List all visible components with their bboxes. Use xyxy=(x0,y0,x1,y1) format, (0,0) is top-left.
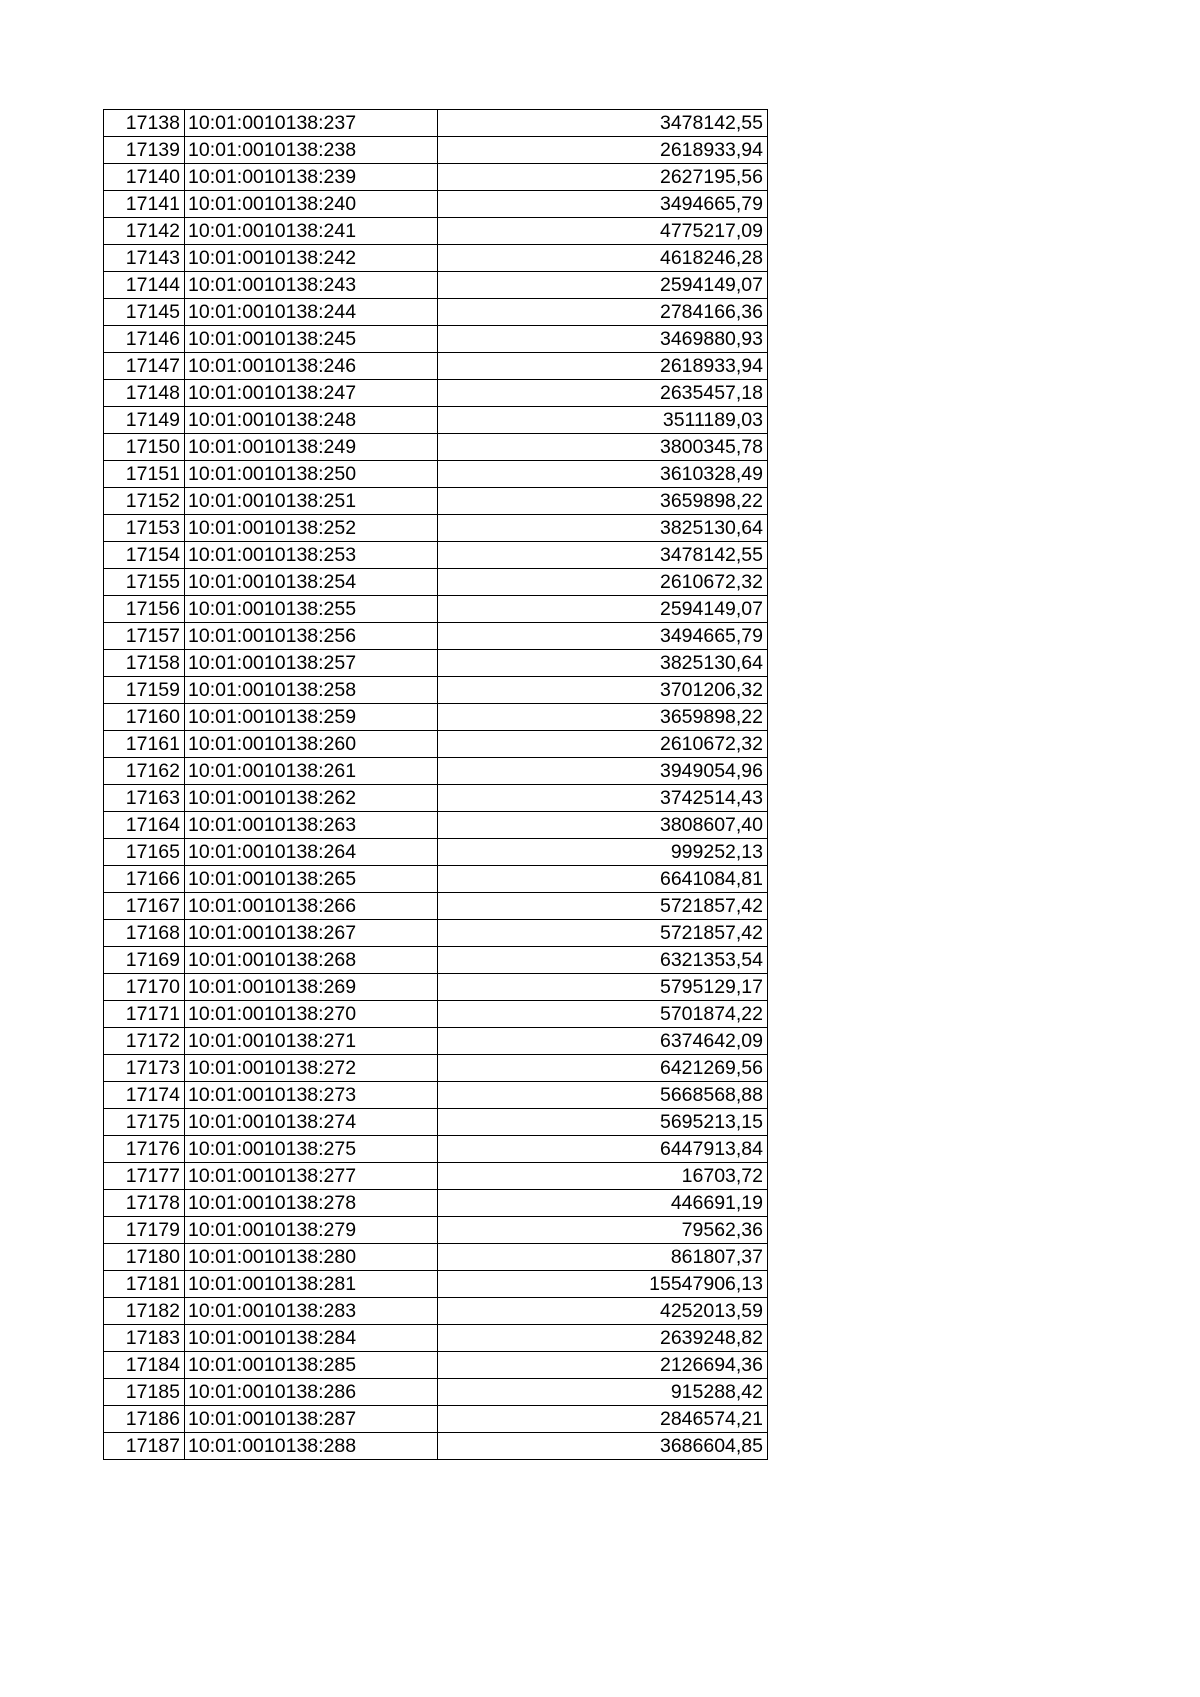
cadastral-value: 6374642,09 xyxy=(438,1028,768,1055)
table-row xyxy=(104,785,768,812)
row-number: 17166 xyxy=(104,866,185,893)
row-number: 17178 xyxy=(104,1190,185,1217)
row-number: 17140 xyxy=(104,164,185,191)
cadastral-number: 10:01:0010138:269 xyxy=(185,974,438,1001)
row-number: 17145 xyxy=(104,299,185,326)
cadastral-number: 10:01:0010138:272 xyxy=(185,1055,438,1082)
cadastral-value: 6641084,81 xyxy=(438,866,768,893)
table-row xyxy=(104,1109,768,1136)
cadastral-number: 10:01:0010138:281 xyxy=(185,1271,438,1298)
cadastral-value: 4775217,09 xyxy=(438,218,768,245)
cadastral-value: 3800345,78 xyxy=(438,434,768,461)
table-row xyxy=(104,164,768,191)
cadastral-number: 10:01:0010138:253 xyxy=(185,542,438,569)
row-number: 17186 xyxy=(104,1406,185,1433)
table-row xyxy=(104,488,768,515)
cadastral-number: 10:01:0010138:284 xyxy=(185,1325,438,1352)
row-number: 17161 xyxy=(104,731,185,758)
cadastral-value: 2594149,07 xyxy=(438,272,768,299)
cadastral-value: 3478142,55 xyxy=(438,542,768,569)
table-row xyxy=(104,569,768,596)
cadastral-value: 3825130,64 xyxy=(438,515,768,542)
cadastral-number: 10:01:0010138:242 xyxy=(185,245,438,272)
table-row xyxy=(104,245,768,272)
cadastral-value: 2627195,56 xyxy=(438,164,768,191)
table-row xyxy=(104,677,768,704)
table-row xyxy=(104,299,768,326)
table-row xyxy=(104,1001,768,1028)
row-number: 17147 xyxy=(104,353,185,380)
table-row xyxy=(104,515,768,542)
row-number: 17185 xyxy=(104,1379,185,1406)
cadastral-value: 5695213,15 xyxy=(438,1109,768,1136)
table-row xyxy=(104,1271,768,1298)
cadastral-value: 4252013,59 xyxy=(438,1298,768,1325)
cadastral-number: 10:01:0010138:237 xyxy=(185,110,438,137)
cadastral-number: 10:01:0010138:238 xyxy=(185,137,438,164)
row-number: 17165 xyxy=(104,839,185,866)
cadastral-value: 3742514,43 xyxy=(438,785,768,812)
row-number: 17157 xyxy=(104,623,185,650)
cadastral-number: 10:01:0010138:239 xyxy=(185,164,438,191)
cadastral-number: 10:01:0010138:247 xyxy=(185,380,438,407)
cadastral-number: 10:01:0010138:267 xyxy=(185,920,438,947)
table-row xyxy=(104,1163,768,1190)
cadastral-number: 10:01:0010138:257 xyxy=(185,650,438,677)
cadastral-number: 10:01:0010138:275 xyxy=(185,1136,438,1163)
cadastral-value: 999252,13 xyxy=(438,839,768,866)
table-row xyxy=(104,1055,768,1082)
cadastral-number: 10:01:0010138:264 xyxy=(185,839,438,866)
table-row xyxy=(104,812,768,839)
cadastral-number: 10:01:0010138:252 xyxy=(185,515,438,542)
cadastral-number: 10:01:0010138:271 xyxy=(185,1028,438,1055)
cadastral-value: 915288,42 xyxy=(438,1379,768,1406)
cadastral-value: 2639248,82 xyxy=(438,1325,768,1352)
row-number: 17144 xyxy=(104,272,185,299)
table-row xyxy=(104,218,768,245)
data-table xyxy=(103,109,768,1460)
cadastral-value: 2594149,07 xyxy=(438,596,768,623)
row-number: 17170 xyxy=(104,974,185,1001)
table-row xyxy=(104,650,768,677)
row-number: 17153 xyxy=(104,515,185,542)
table-row xyxy=(104,947,768,974)
cadastral-value: 79562,36 xyxy=(438,1217,768,1244)
row-number: 17168 xyxy=(104,920,185,947)
cadastral-number: 10:01:0010138:255 xyxy=(185,596,438,623)
cadastral-value: 3808607,40 xyxy=(438,812,768,839)
cadastral-value: 5721857,42 xyxy=(438,893,768,920)
cadastral-value: 2610672,32 xyxy=(438,731,768,758)
cadastral-number: 10:01:0010138:259 xyxy=(185,704,438,731)
table-row xyxy=(104,704,768,731)
table-row xyxy=(104,1136,768,1163)
row-number: 17152 xyxy=(104,488,185,515)
table-row xyxy=(104,920,768,947)
row-number: 17158 xyxy=(104,650,185,677)
row-number: 17149 xyxy=(104,407,185,434)
row-number: 17182 xyxy=(104,1298,185,1325)
cadastral-value: 3469880,93 xyxy=(438,326,768,353)
cadastral-value: 3825130,64 xyxy=(438,650,768,677)
cadastral-value: 3494665,79 xyxy=(438,623,768,650)
cadastral-number: 10:01:0010138:245 xyxy=(185,326,438,353)
cadastral-number: 10:01:0010138:283 xyxy=(185,1298,438,1325)
cadastral-value: 6447913,84 xyxy=(438,1136,768,1163)
cadastral-value: 2126694,36 xyxy=(438,1352,768,1379)
cadastral-number: 10:01:0010138:248 xyxy=(185,407,438,434)
table-row xyxy=(104,461,768,488)
cadastral-number: 10:01:0010138:265 xyxy=(185,866,438,893)
table-row xyxy=(104,1433,768,1460)
table-row xyxy=(104,1217,768,1244)
cadastral-value: 6421269,56 xyxy=(438,1055,768,1082)
cadastral-number: 10:01:0010138:273 xyxy=(185,1082,438,1109)
row-number: 17172 xyxy=(104,1028,185,1055)
cadastral-number: 10:01:0010138:268 xyxy=(185,947,438,974)
table-row xyxy=(104,623,768,650)
cadastral-value: 3701206,32 xyxy=(438,677,768,704)
cadastral-value: 861807,37 xyxy=(438,1244,768,1271)
row-number: 17146 xyxy=(104,326,185,353)
row-number: 17175 xyxy=(104,1109,185,1136)
cadastral-number: 10:01:0010138:287 xyxy=(185,1406,438,1433)
row-number: 17174 xyxy=(104,1082,185,1109)
cadastral-value: 3949054,96 xyxy=(438,758,768,785)
row-number: 17180 xyxy=(104,1244,185,1271)
cadastral-number: 10:01:0010138:256 xyxy=(185,623,438,650)
row-number: 17176 xyxy=(104,1136,185,1163)
table-row xyxy=(104,326,768,353)
table-row xyxy=(104,191,768,218)
table-row xyxy=(104,1379,768,1406)
row-number: 17143 xyxy=(104,245,185,272)
cadastral-value: 5668568,88 xyxy=(438,1082,768,1109)
table-row xyxy=(104,1325,768,1352)
cadastral-number: 10:01:0010138:277 xyxy=(185,1163,438,1190)
cadastral-value: 3511189,03 xyxy=(438,407,768,434)
cadastral-value: 5795129,17 xyxy=(438,974,768,1001)
row-number: 17171 xyxy=(104,1001,185,1028)
table-row xyxy=(104,974,768,1001)
cadastral-number: 10:01:0010138:285 xyxy=(185,1352,438,1379)
table-row xyxy=(104,407,768,434)
cadastral-value: 15547906,13 xyxy=(438,1271,768,1298)
cadastral-number: 10:01:0010138:280 xyxy=(185,1244,438,1271)
cadastral-value: 2610672,32 xyxy=(438,569,768,596)
cadastral-number: 10:01:0010138:262 xyxy=(185,785,438,812)
table-row xyxy=(104,839,768,866)
cadastral-value: 4618246,28 xyxy=(438,245,768,272)
table-row xyxy=(104,596,768,623)
row-number: 17148 xyxy=(104,380,185,407)
cadastral-number: 10:01:0010138:288 xyxy=(185,1433,438,1460)
cadastral-number: 10:01:0010138:270 xyxy=(185,1001,438,1028)
table-row xyxy=(104,272,768,299)
row-number: 17142 xyxy=(104,218,185,245)
cadastral-number: 10:01:0010138:260 xyxy=(185,731,438,758)
cadastral-value: 2618933,94 xyxy=(438,353,768,380)
table-body xyxy=(104,110,768,1460)
cadastral-number: 10:01:0010138:266 xyxy=(185,893,438,920)
cadastral-number: 10:01:0010138:286 xyxy=(185,1379,438,1406)
row-number: 17156 xyxy=(104,596,185,623)
table-row xyxy=(104,1244,768,1271)
cadastral-value: 3659898,22 xyxy=(438,488,768,515)
cadastral-value: 3686604,85 xyxy=(438,1433,768,1460)
row-number: 17139 xyxy=(104,137,185,164)
table-row xyxy=(104,866,768,893)
row-number: 17169 xyxy=(104,947,185,974)
table-row xyxy=(104,1298,768,1325)
cadastral-value: 446691,19 xyxy=(438,1190,768,1217)
table-row xyxy=(104,893,768,920)
row-number: 17141 xyxy=(104,191,185,218)
cadastral-number: 10:01:0010138:258 xyxy=(185,677,438,704)
table-row xyxy=(104,110,768,137)
cadastral-value: 5721857,42 xyxy=(438,920,768,947)
table-row xyxy=(104,1082,768,1109)
cadastral-number: 10:01:0010138:240 xyxy=(185,191,438,218)
row-number: 17162 xyxy=(104,758,185,785)
table-row xyxy=(104,542,768,569)
cadastral-number: 10:01:0010138:254 xyxy=(185,569,438,596)
table-row xyxy=(104,353,768,380)
cadastral-value: 6321353,54 xyxy=(438,947,768,974)
row-number: 17155 xyxy=(104,569,185,596)
cadastral-number: 10:01:0010138:250 xyxy=(185,461,438,488)
cadastral-value: 2784166,36 xyxy=(438,299,768,326)
row-number: 17164 xyxy=(104,812,185,839)
table-row xyxy=(104,1352,768,1379)
row-number: 17179 xyxy=(104,1217,185,1244)
row-number: 17187 xyxy=(104,1433,185,1460)
row-number: 17184 xyxy=(104,1352,185,1379)
cadastral-value: 2846574,21 xyxy=(438,1406,768,1433)
table-row xyxy=(104,380,768,407)
row-number: 17177 xyxy=(104,1163,185,1190)
cadastral-value: 3610328,49 xyxy=(438,461,768,488)
cadastral-number: 10:01:0010138:243 xyxy=(185,272,438,299)
cadastral-value: 3478142,55 xyxy=(438,110,768,137)
cadastral-number: 10:01:0010138:246 xyxy=(185,353,438,380)
cadastral-value: 16703,72 xyxy=(438,1163,768,1190)
table-row xyxy=(104,137,768,164)
table-row xyxy=(104,434,768,461)
cadastral-number: 10:01:0010138:251 xyxy=(185,488,438,515)
row-number: 17150 xyxy=(104,434,185,461)
cadastral-value: 2635457,18 xyxy=(438,380,768,407)
row-number: 17167 xyxy=(104,893,185,920)
cadastral-value: 3494665,79 xyxy=(438,191,768,218)
cadastral-number: 10:01:0010138:244 xyxy=(185,299,438,326)
row-number: 17159 xyxy=(104,677,185,704)
row-number: 17151 xyxy=(104,461,185,488)
row-number: 17163 xyxy=(104,785,185,812)
cadastral-value: 2618933,94 xyxy=(438,137,768,164)
row-number: 17160 xyxy=(104,704,185,731)
cadastral-number: 10:01:0010138:261 xyxy=(185,758,438,785)
cadastral-number: 10:01:0010138:241 xyxy=(185,218,438,245)
row-number: 17154 xyxy=(104,542,185,569)
table-row xyxy=(104,731,768,758)
cadastral-value: 3659898,22 xyxy=(438,704,768,731)
cadastral-number: 10:01:0010138:278 xyxy=(185,1190,438,1217)
cadastral-number: 10:01:0010138:249 xyxy=(185,434,438,461)
row-number: 17138 xyxy=(104,110,185,137)
row-number: 17173 xyxy=(104,1055,185,1082)
row-number: 17183 xyxy=(104,1325,185,1352)
table-row xyxy=(104,758,768,785)
cadastral-number: 10:01:0010138:279 xyxy=(185,1217,438,1244)
row-number: 17181 xyxy=(104,1271,185,1298)
cadastral-number: 10:01:0010138:274 xyxy=(185,1109,438,1136)
table-row xyxy=(104,1190,768,1217)
table-row xyxy=(104,1028,768,1055)
cadastral-number: 10:01:0010138:263 xyxy=(185,812,438,839)
table-row xyxy=(104,1406,768,1433)
cadastral-value: 5701874,22 xyxy=(438,1001,768,1028)
